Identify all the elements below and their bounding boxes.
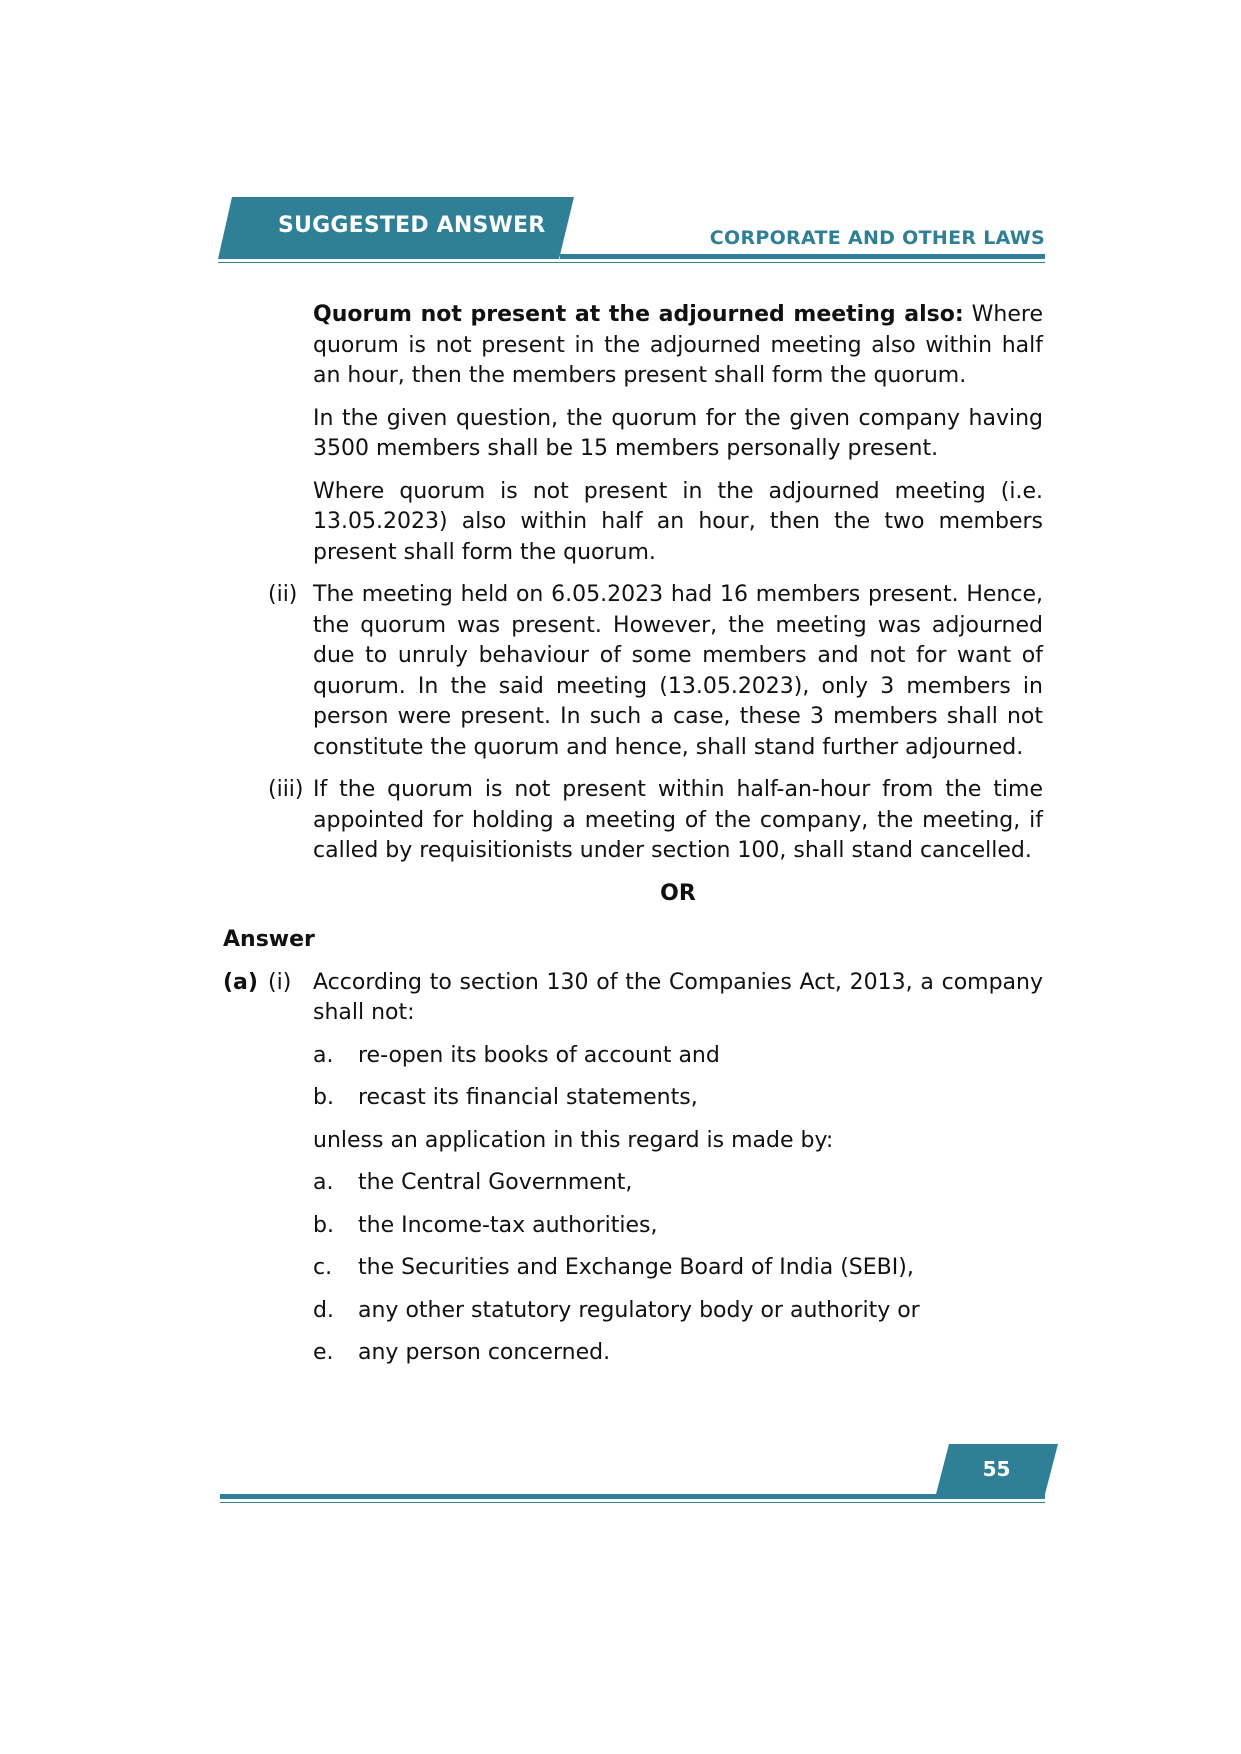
item-iii-label: (iii): [268, 777, 304, 802]
header-subject: CORPORATE AND OTHER LAWS: [709, 227, 1045, 249]
item-a-label: (a): [223, 969, 258, 995]
item-a-i-label: (i): [268, 969, 292, 995]
page-number: 55: [982, 1457, 1011, 1481]
item-iii-text: If the quorum is not present within half-an-hour from the time appointed for holding a meeting of the company, the meeting, if called by requisitionists under section 100, shall stand cancelled.: [313, 777, 1043, 863]
paragraph-quorum-adjourned: [313, 300, 1043, 392]
list-item: c. the Securities and Exchange Board of India (SEBI),: [313, 1255, 914, 1280]
footer-rule: [220, 1494, 1045, 1499]
header-tab-label: SUGGESTED ANSWER: [278, 213, 546, 238]
list-item: b. recast its financial statements,: [313, 1085, 698, 1110]
item-a-i-text: According to section 130 of the Companies Act, 2013, a company shall not:: [313, 969, 1043, 1025]
list-item: d. any other statutory regulatory body or authority or: [313, 1297, 920, 1323]
item-ii: [223, 580, 1043, 763]
header-rule-thin: [218, 262, 1045, 263]
answer-heading: Answer: [223, 927, 315, 952]
item-ii-text: The meeting held on 6.05.2023 had 16 members present. Hence, the quorum was present. However, the meeting was adjourned due to unruly behaviour of some members and not for want of quorum. In the said meeting (13.05.2023), only 3 members in person were present. In such a case, these 3 members shall not constitute the quorum and hence, shall stand further adjourned.: [313, 582, 1043, 760]
header-rule: [560, 254, 1045, 259]
list-item: b. the Income-tax authorities,: [313, 1212, 658, 1238]
list-item: a. the Central Government,: [313, 1170, 633, 1195]
item-ii-label: (ii): [268, 582, 298, 607]
item-a-i: [223, 968, 1043, 1029]
paragraph-quorum-two-members: Where quorum is not present in the adjourned meeting (i.e. 13.05.2023) also within half an hour, then the two members present shall form the quorum.: [313, 478, 1043, 565]
item-iii: [223, 775, 1043, 867]
paragraph-quorum-given: In the given question, the quorum for the given company having 3500 members shall be 15 members personally present.: [313, 405, 1043, 461]
page-content: [223, 300, 1043, 1381]
unless-text: unless an application in this regard is made by:: [313, 1127, 834, 1153]
footer-rule-thin: [220, 1502, 1045, 1503]
list-item: a. re-open its books of account and: [313, 1042, 720, 1068]
paragraph-bold-lead: Quorum not present at the adjourned meeting also:: [313, 302, 964, 327]
list-item: e. any person concerned.: [313, 1340, 611, 1365]
paragraph-text: Where quorum is not present in the adjourned meeting also within half an hour, then the members present shall form the quorum.: [313, 302, 1044, 388]
or-separator: OR: [660, 880, 696, 906]
